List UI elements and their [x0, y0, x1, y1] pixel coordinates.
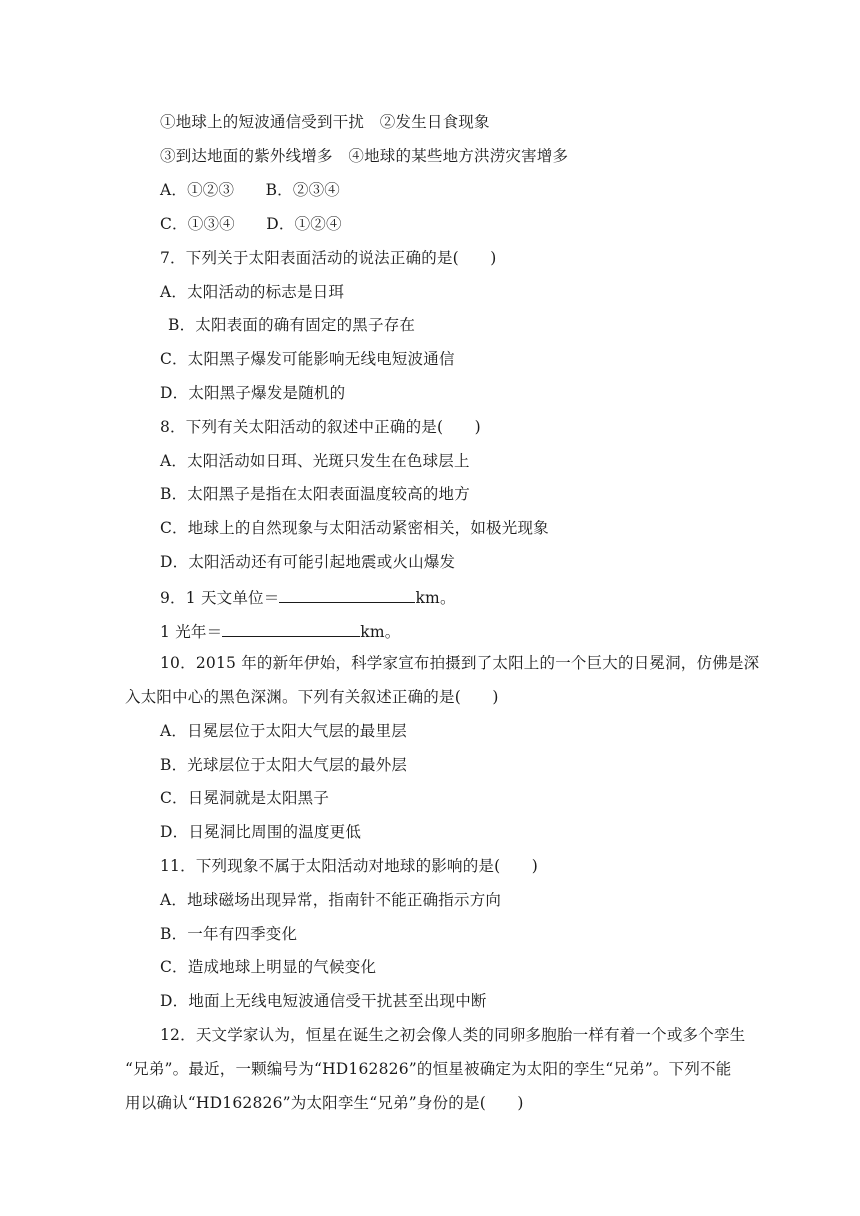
q6-choices-ab: A．①②③ B．②③④: [160, 181, 340, 199]
q7-option-b: B．太阳表面的确有固定的黑子存在: [168, 316, 416, 334]
q9b-prefix: 1 光年＝: [160, 623, 223, 641]
q10-option-d: D．日冕洞比周围的温度更低: [160, 823, 362, 841]
question-12-line-1: 12．天文学家认为，恒星在诞生之初会像人类的同卵多胞胎一样有着一个或多个孪生: [160, 1026, 746, 1044]
q11-option-d: D．地面上无线电短波通信受干扰甚至出现中断: [160, 992, 487, 1010]
q10-option-b: B．光球层位于太阳大气层的最外层: [160, 756, 408, 774]
q6-choices-cd: C．①③④ D．①②④: [160, 215, 342, 233]
q11-option-a: A．地球磁场出现异常，指南针不能正确指示方向: [160, 891, 502, 909]
question-9-line-2: [160, 620, 401, 642]
question-7: 7．下列关于太阳表面活动的说法正确的是( ): [160, 249, 497, 267]
question-10-line-1: 10．2015 年的新年伊始，科学家宣布拍摄到了太阳上的一个巨大的日冕洞，仿佛是深: [160, 654, 760, 672]
q11-option-c: C．造成地球上明显的气候变化: [160, 958, 377, 976]
question-12-line-3: 用以确认“HD162826”为太阳孪生“兄弟”身份的是( ): [125, 1094, 524, 1112]
q6-options-line-2: ③到达地面的紫外线增多 ④地球的某些地方洪涝灾害增多: [160, 147, 569, 165]
q7-option-a: A．太阳活动的标志是日珥: [160, 283, 345, 301]
q8-option-a: A．太阳活动如日珥、光斑只发生在色球层上: [160, 452, 470, 470]
question-9-line-1: [160, 586, 456, 608]
q8-option-d: D．太阳活动还有可能引起地震或火山爆发: [160, 553, 456, 571]
q10-option-c: C．日冕洞就是太阳黑子: [160, 789, 330, 807]
q7-option-d: D．太阳黑子爆发是随机的: [160, 384, 346, 402]
q8-option-c: C．地球上的自然现象与太阳活动紧密相关，如极光现象: [160, 519, 549, 537]
q9-suffix: km。: [415, 589, 456, 607]
question-10-line-2: 入太阳中心的黑色深渊。下列有关叙述正确的是( ): [125, 688, 499, 706]
q9b-suffix: km。: [360, 623, 401, 641]
q7-option-c: C．太阳黑子爆发可能影响无线电短波通信: [160, 350, 455, 368]
q10-option-a: A．日冕层位于太阳大气层的最里层: [160, 722, 407, 740]
q6-options-line-1: ①地球上的短波通信受到干扰 ②发生日食现象: [160, 113, 490, 131]
question-12-line-2: “兄弟”。最近，一颗编号为“HD162826”的恒星被确定为太阳的孪生“兄弟”。下列不能: [125, 1060, 732, 1078]
question-11: 11．下列现象不属于太阳活动对地球的影响的是( ): [160, 857, 539, 875]
question-8: 8．下列有关太阳活动的叙述中正确的是( ): [160, 418, 481, 436]
q11-option-b: B．一年有四季变化: [160, 925, 298, 943]
answer-blank: [222, 620, 360, 637]
answer-blank: [279, 586, 415, 603]
q8-option-b: B．太阳黑子是指在太阳表面温度较高的地方: [160, 485, 470, 503]
q9-prefix: 9．1 天文单位＝: [160, 589, 280, 607]
